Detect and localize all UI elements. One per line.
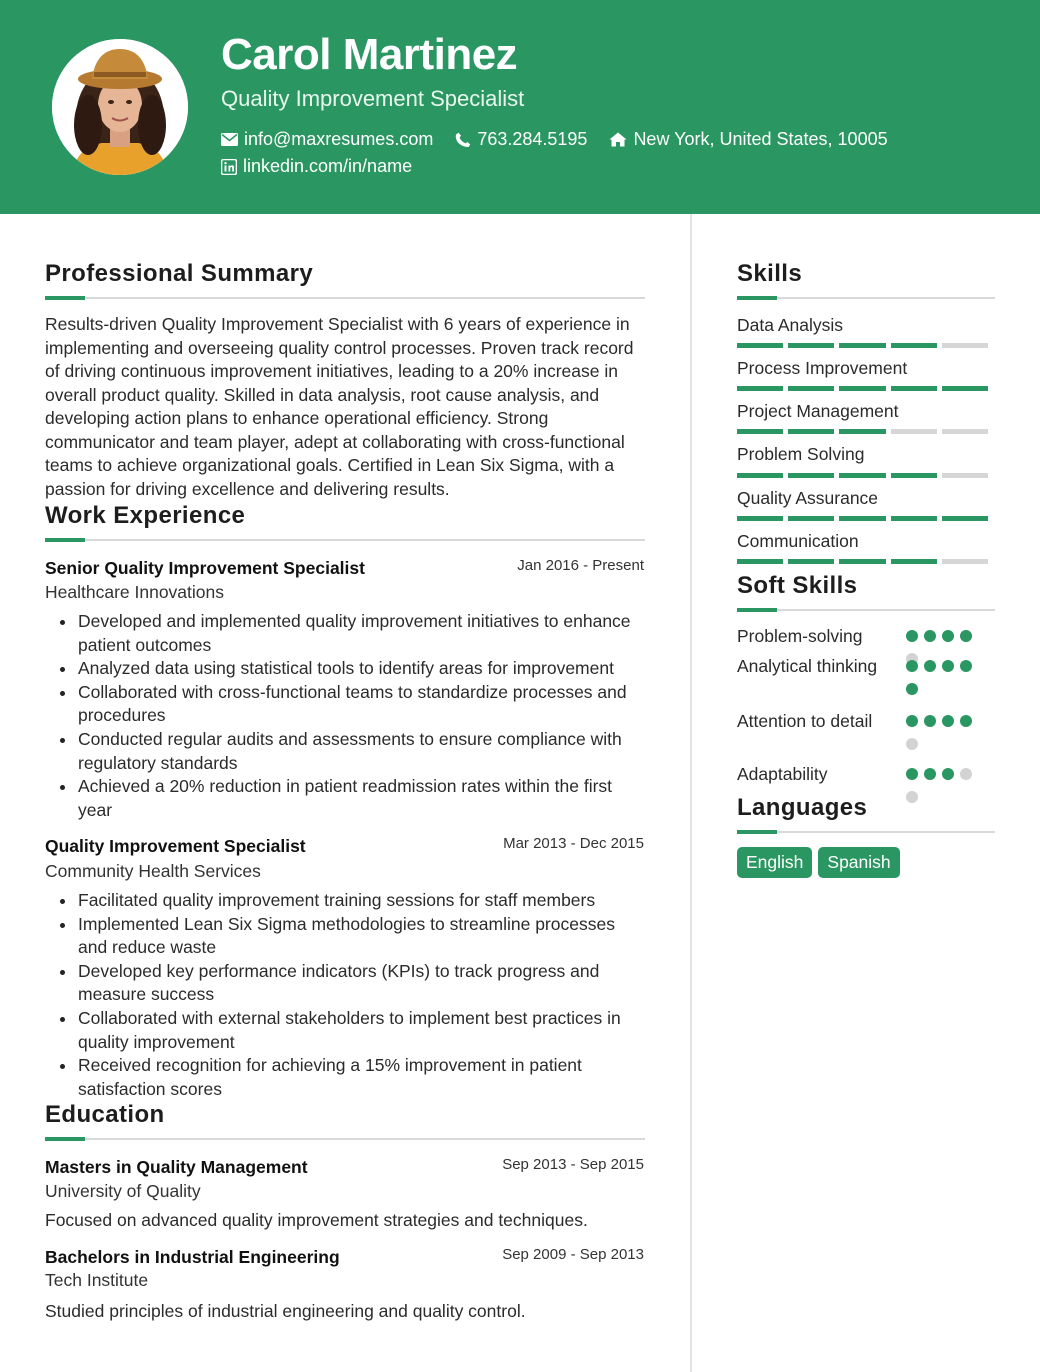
job-bullets xyxy=(78,610,648,822)
skill-level-bar xyxy=(737,473,993,478)
degree-title: Bachelors in Industrial Engineering xyxy=(45,1247,340,1267)
list-item: Analyzed data using statistical tools to identify areas for improvement xyxy=(78,657,648,681)
linkedin-text: linkedin.com/in/name xyxy=(243,156,413,176)
list-item: Facilitated quality improvement training sessions for staff members xyxy=(78,889,648,913)
skill-name: Problem Solving xyxy=(737,444,865,464)
skill-name: Process Improvement xyxy=(737,358,908,378)
skill-bar-segment xyxy=(839,343,885,348)
skill-bar-segment xyxy=(839,559,885,564)
section-rule xyxy=(737,297,995,299)
skill-level-bar xyxy=(737,343,993,348)
skill-bar-segment xyxy=(737,386,783,391)
rating-dot xyxy=(924,660,936,672)
rating-dot xyxy=(942,630,954,642)
skill-bar-segment xyxy=(942,386,988,391)
section-rule xyxy=(737,831,995,833)
phone-icon xyxy=(455,132,471,148)
section-heading: Languages xyxy=(737,794,868,821)
rating-dot xyxy=(906,683,918,695)
education-date: Sep 2013 - Sep 2015 xyxy=(502,1156,644,1173)
rating-dot xyxy=(960,630,972,642)
rating-dot xyxy=(906,715,918,727)
soft-skill-name: Problem-solving xyxy=(737,626,863,646)
section-work-experience xyxy=(45,502,645,541)
contact-row-primary xyxy=(221,129,910,150)
summary-text: Results-driven Quality Improvement Specialist with 6 years of experience in implementing and overseeing quality control processes. Proven track record of driving continuous improvement initiatives, leading to a 20% increase in overall product quality. Skilled in data analysis, root cause analysis, and developing action plans to enhance operational efficiency. Strong communicator and team player, adept at collaborating with cross-functional teams to achieve organizational goals. Certified in Lean Six Sigma, with a passion for driving excellence and delivering results. xyxy=(45,314,634,499)
section-heading: Education xyxy=(45,1101,165,1128)
rating-dot xyxy=(942,715,954,727)
rating-dot xyxy=(924,768,936,780)
skill-bar-segment xyxy=(891,343,937,348)
resume-header xyxy=(0,0,1040,214)
skill-bar-segment xyxy=(891,386,937,391)
soft-skill-name: Adaptability xyxy=(737,764,828,784)
phone-text: 763.284.5195 xyxy=(477,129,588,149)
degree-title: Masters in Quality Management xyxy=(45,1157,308,1177)
skill-bar-segment xyxy=(839,516,885,521)
rating-dot xyxy=(924,630,936,642)
rating-dot xyxy=(960,715,972,727)
email-text: info@maxresumes.com xyxy=(244,129,434,149)
linkedin-icon xyxy=(221,159,237,175)
job-date: Jan 2016 - Present xyxy=(517,557,644,574)
skill-name: Project Management xyxy=(737,401,899,421)
job-date: Mar 2013 - Dec 2015 xyxy=(503,835,644,852)
list-item: Collaborated with external stakeholders to implement best practices in quality improvement xyxy=(78,1007,648,1054)
list-item: Implemented Lean Six Sigma methodologies to streamline processes and reduce waste xyxy=(78,913,648,960)
section-languages xyxy=(737,794,995,833)
skill-level-bar xyxy=(737,386,993,391)
education-date: Sep 2009 - Sep 2013 xyxy=(502,1246,644,1263)
section-rule xyxy=(45,1138,645,1140)
language-badge: English xyxy=(737,847,812,878)
skill-bar-segment xyxy=(737,473,783,478)
profile-photo xyxy=(52,39,188,175)
skill-bar-segment xyxy=(839,473,885,478)
list-item: Conducted regular audits and assessments to ensure compliance with regulatory standards xyxy=(78,728,648,775)
skill-level-bar xyxy=(737,429,993,434)
skill-bar-segment xyxy=(839,386,885,391)
rating-dot xyxy=(960,768,972,780)
rating-dot xyxy=(906,738,918,750)
school-name: University of Quality xyxy=(45,1181,201,1201)
rating-dot xyxy=(942,768,954,780)
section-rule xyxy=(45,297,645,299)
skill-bar-segment xyxy=(788,386,834,391)
skill-bar-segment xyxy=(788,559,834,564)
list-item: Developed key performance indicators (KPIs) to track progress and measure success xyxy=(78,960,648,1007)
skill-bar-segment xyxy=(891,429,937,434)
column-divider xyxy=(690,214,692,1372)
skill-bar-segment xyxy=(737,559,783,564)
skill-bar-segment xyxy=(891,559,937,564)
section-rule xyxy=(737,609,995,611)
contact-linkedin[interactable] xyxy=(221,156,412,177)
skill-bar-segment xyxy=(942,559,988,564)
rating-dot xyxy=(906,630,918,642)
list-item: Developed and implemented quality improvement initiatives to enhance patient outcomes xyxy=(78,610,648,657)
list-item: Achieved a 20% reduction in patient readmission rates within the first year xyxy=(78,775,648,822)
skill-bar-segment xyxy=(839,429,885,434)
rating-dot xyxy=(942,660,954,672)
job-title: Senior Quality Improvement Specialist xyxy=(45,558,365,578)
list-item: Collaborated with cross-functional teams to standardize processes and procedures xyxy=(78,681,648,728)
soft-skill-name: Attention to detail xyxy=(737,711,873,731)
envelope-icon xyxy=(221,133,238,146)
skill-bar-segment xyxy=(737,343,783,348)
soft-skill-rating xyxy=(906,660,986,706)
contact-email[interactable] xyxy=(221,129,433,150)
soft-skill-name: Analytical thinking xyxy=(737,656,878,676)
job-organization: Healthcare Innovations xyxy=(45,582,224,602)
school-name: Tech Institute xyxy=(45,1270,149,1290)
address-text: New York, United States, 10005 xyxy=(633,129,888,149)
skill-bar-segment xyxy=(891,516,937,521)
skill-name: Communication xyxy=(737,531,859,551)
job-bullets xyxy=(78,889,648,1101)
skill-level-bar xyxy=(737,559,993,564)
section-heading: Professional Summary xyxy=(45,260,314,287)
rating-dot xyxy=(924,715,936,727)
skill-name: Quality Assurance xyxy=(737,488,879,508)
candidate-title: Quality Improvement Specialist xyxy=(221,86,525,111)
contact-row-secondary xyxy=(221,156,434,177)
skill-level-bar xyxy=(737,516,993,521)
skill-bar-segment xyxy=(788,343,834,348)
home-icon xyxy=(609,132,627,147)
section-heading: Soft Skills xyxy=(737,572,858,599)
skill-bar-segment xyxy=(737,429,783,434)
section-education xyxy=(45,1101,645,1140)
skill-bar-segment xyxy=(942,516,988,521)
rating-dot xyxy=(906,768,918,780)
section-heading: Work Experience xyxy=(45,502,246,529)
list-item: Received recognition for achieving a 15% improvement in patient satisfaction scores xyxy=(78,1054,648,1101)
section-skills xyxy=(737,260,995,299)
skill-bar-segment xyxy=(788,516,834,521)
education-description: Studied principles of industrial engineering and quality control. xyxy=(45,1301,526,1321)
soft-skill-rating xyxy=(906,715,986,761)
language-list xyxy=(737,847,906,878)
skill-bar-segment xyxy=(737,516,783,521)
skill-bar-segment xyxy=(891,473,937,478)
job-title: Quality Improvement Specialist xyxy=(45,836,306,856)
skill-bar-segment xyxy=(942,473,988,478)
contact-address xyxy=(609,129,887,150)
rating-dot xyxy=(906,660,918,672)
skill-bar-segment xyxy=(788,473,834,478)
section-professional-summary xyxy=(45,260,645,299)
rating-dot xyxy=(960,660,972,672)
contact-phone[interactable] xyxy=(455,129,587,150)
education-description: Focused on advanced quality improvement strategies and techniques. xyxy=(45,1210,588,1230)
skill-bar-segment xyxy=(788,429,834,434)
skill-bar-segment xyxy=(942,343,988,348)
section-soft-skills xyxy=(737,572,995,611)
section-rule xyxy=(45,539,645,541)
language-badge: Spanish xyxy=(818,847,899,878)
job-organization: Community Health Services xyxy=(45,861,261,881)
skill-name: Data Analysis xyxy=(737,315,844,335)
skill-bar-segment xyxy=(942,429,988,434)
section-heading: Skills xyxy=(737,260,803,287)
candidate-name: Carol Martinez xyxy=(221,30,518,79)
